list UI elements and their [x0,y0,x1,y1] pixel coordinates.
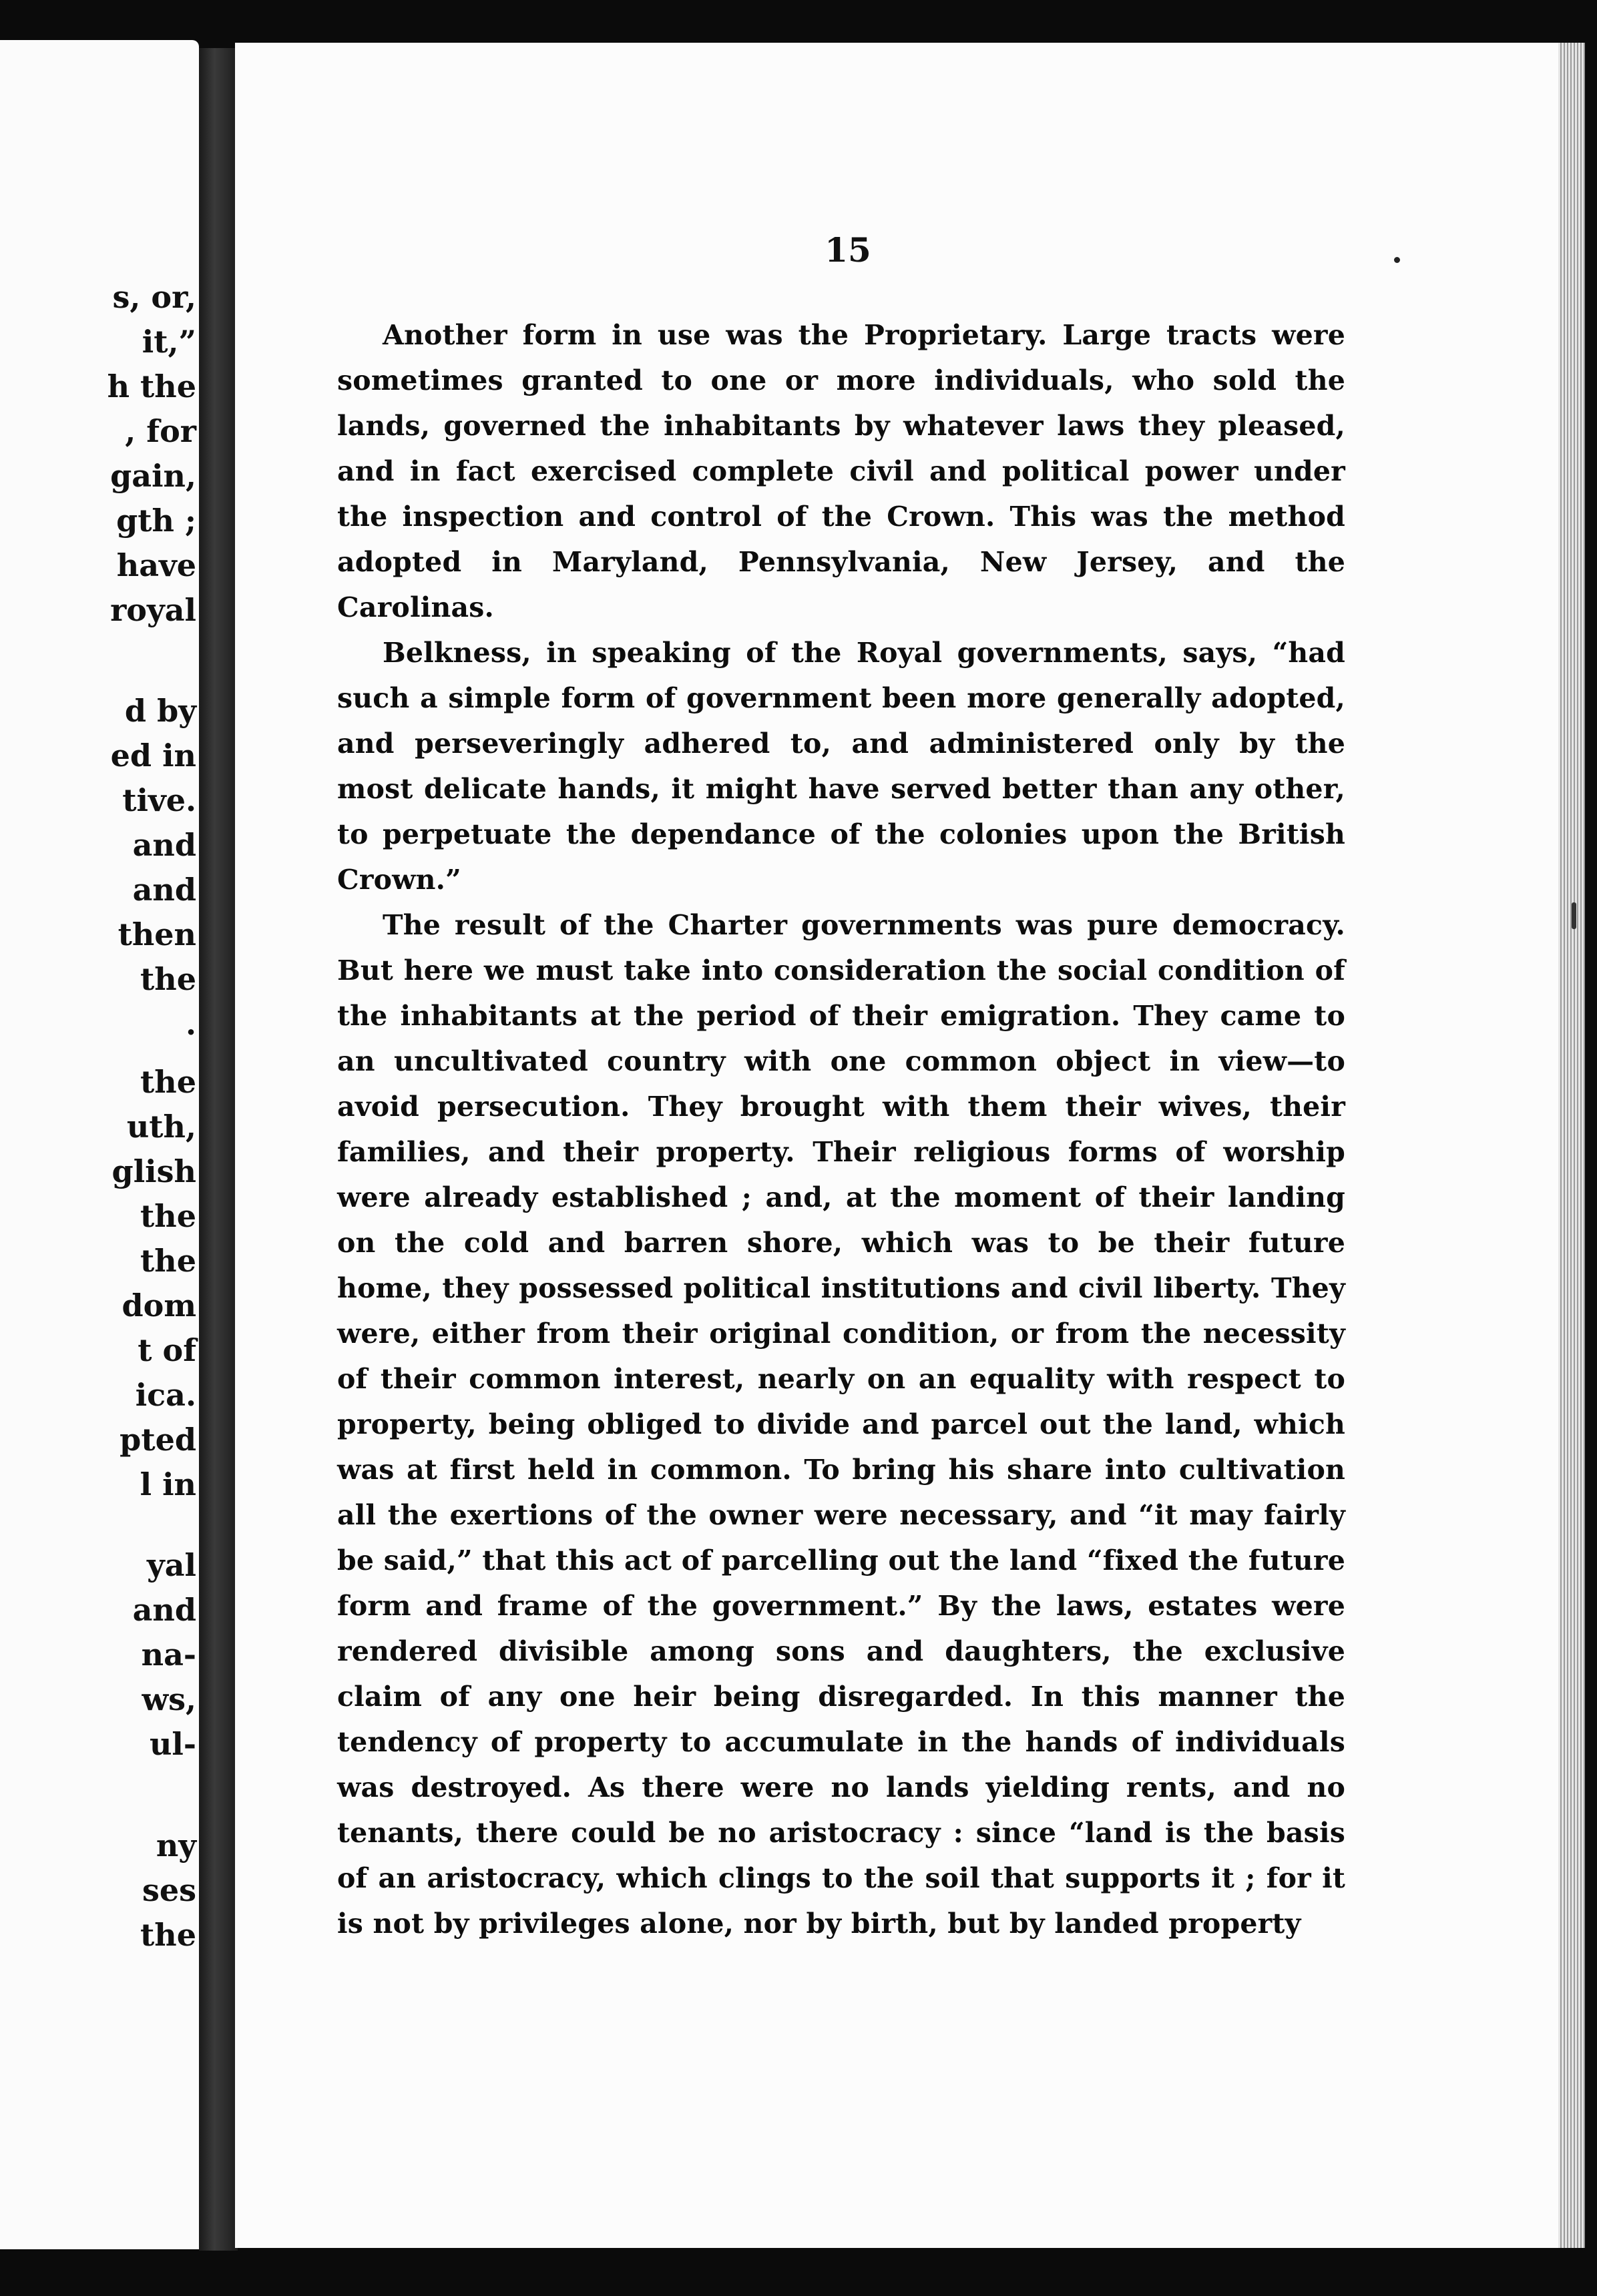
previous-page-fragment: t of [138,1332,196,1368]
previous-page-fragment: . [185,1006,196,1042]
previous-page-fragment: ny [156,1827,196,1863]
previous-page-fragment: tive. [122,782,196,818]
page-number: 15 [825,230,871,270]
previous-page-fragment: h the [107,368,196,404]
previous-page-fragment: the [140,1243,196,1279]
previous-page-fragment: gain, [110,458,196,494]
previous-page-fragment: ses [142,1872,196,1908]
previous-page-fragment: dom [122,1287,196,1324]
page-body [337,312,1345,1946]
page-edges [1558,43,1585,2248]
previous-page-fragment: and [132,1592,196,1628]
previous-page-fragment: then [118,916,196,952]
previous-page-fragment: pted [120,1422,196,1458]
previous-page-fragment: and [132,827,196,863]
paragraph: The result of the Charter governments was pure democracy. But here we must take into consideration the social condition of the inhabitants at the period of their emigration. They came to an uncultivated country with one common object in view—to avoid persecution. They brought with them their wives, their families, and their property. Their religious forms of worship were already established ; and, at the moment of their landing on the cold and barren shore, which was to be their future home, they possessed political institutions and civil liberty. They were, either from their original condition, or from the necessity of their common interest, nearly on an equality with respect to property, being obliged to divide and parcel out the land, which was at first held in common. To bring his share into cultivation all the exertions of the owner were necessary, and “it may fairly be said,” that this act of parcelling out the land “fixed the future form and frame of the government.” By the laws, estates were rendered divisible among sons and daughters, the exclusive claim of any one heir being disregarded. In this manner the tendency of property to accumulate in the hands of individuals was destroyed. As there were no lands yielding rents, and no tenants, there could be no aristocracy : since “land is the basis of an aristocracy, which clings to the soil that supports it ; for it is not by privileges alone, nor by birth, but by landed property [337,909,1345,1940]
previous-page-fragment: ica. [135,1377,196,1413]
previous-page-fragment: s, or, [112,279,196,315]
previous-page-fragment: gth ; [116,503,196,539]
previous-page-text [0,40,199,2249]
previous-page-fragment: the [140,1064,196,1100]
speck-mark [1394,257,1400,263]
paragraph: Another form in use was the Proprietary. Large tracts were sometimes granted to one or more individuals, who sold the lands, governed the inhabitants by whatever laws they pleased, and in fact exercised complete civil and political power under the inspection and control of the Crown. This was the method adopted in Maryland, Pennsylvania, New Jersey, and the Carolinas. [337,319,1345,623]
previous-page-fragment: have [116,547,196,583]
previous-page-fragment: royal [110,592,196,628]
previous-page-fragment: ws, [142,1681,196,1717]
previous-page [0,40,199,2249]
previous-page-fragment: yal [146,1547,196,1583]
previous-page-fragment: glish [111,1153,196,1189]
previous-page-fragment: the [140,961,196,997]
previous-page-fragment: and [132,872,196,908]
previous-page-fragment: the [140,1198,196,1234]
previous-page-fragment: na- [141,1637,196,1673]
book-gutter [199,48,238,2251]
previous-page-fragment: l in [140,1466,196,1502]
previous-page-fragment: ul- [149,1726,196,1762]
previous-page-fragment: the [140,1917,196,1953]
previous-page-fragment: uth, [126,1109,196,1145]
previous-page-fragment: it,” [142,324,196,360]
paragraph: Belkness, in speaking of the Royal governments, says, “had such a simple form of government been more generally adopted, and perseveringly adhered to, and administered only by the most delicate hands, it might have served better than any other, to perpetuate the dependance of the colonies upon the British Crown.” [337,637,1345,896]
previous-page-fragment: ed in [110,738,196,774]
previous-page-fragment: , for [125,413,196,449]
speck-mark [1572,902,1576,929]
previous-page-fragment: d by [124,693,196,729]
